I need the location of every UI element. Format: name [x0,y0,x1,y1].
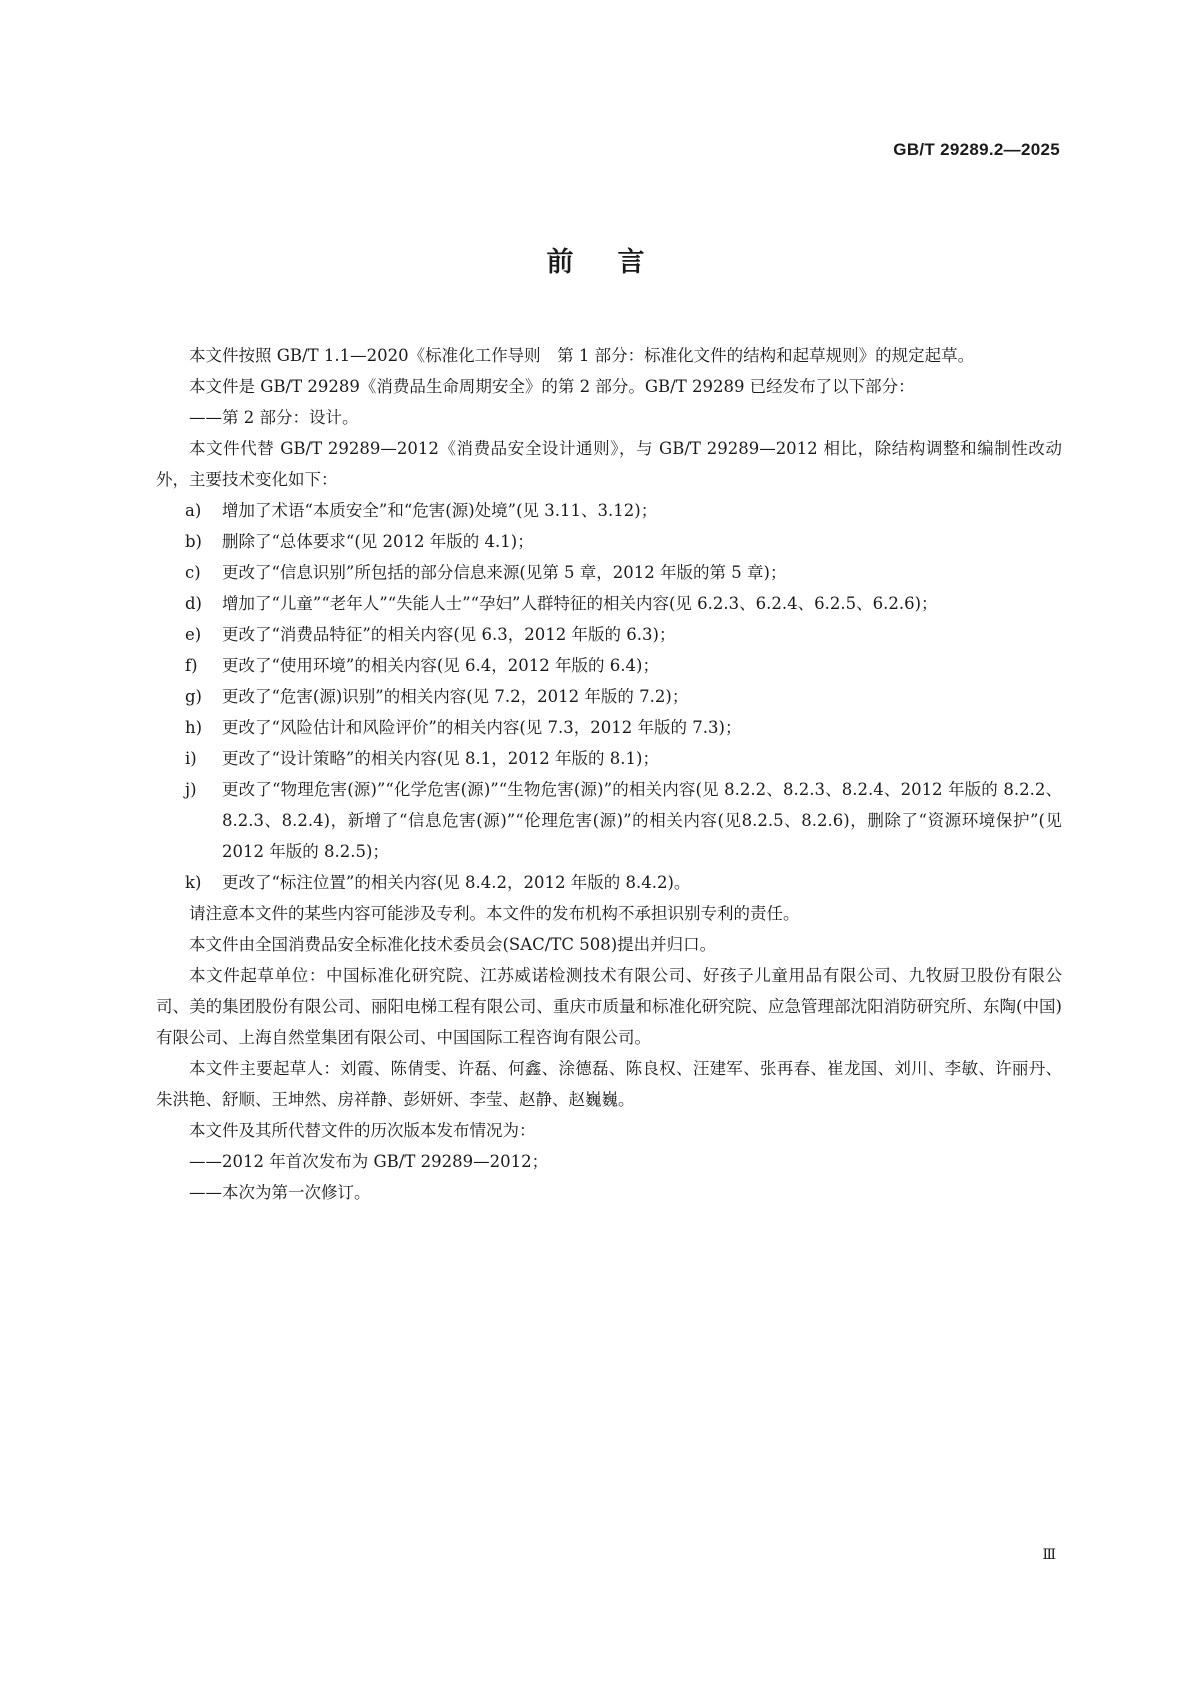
paragraph-patent-notice: 请注意本文件的某些内容可能涉及专利。本文件的发布机构不承担识别专利的责任。 [189,904,800,923]
list-item-text: 增加了术语“本质安全”和“危害(源)处境”(见 3.11、3.12)； [222,501,658,520]
page-title: 前言 [546,247,689,278]
list-item [156,495,1062,526]
paragraph-replacement: 本文件代替 GB/T 29289—2012《消费品安全设计通则》，与 GB/T 29289—2012 相比，除结构调整和编制性改动外，主要技术变化如下： [156,439,1062,489]
list-item [156,743,1062,774]
paragraph-committee: 本文件由全国消费品安全标准化技术委员会(SAC/TC 508)提出并归口。 [189,935,717,954]
list-label: h) [185,718,203,737]
list-item-text: 更改了“设计策略”的相关内容(见 8.1，2012 年版的 8.1)； [222,749,659,768]
page-number: Ⅲ [1042,1547,1056,1563]
list-label: c) [185,563,201,582]
list-item-text: 更改了“消费品特征”的相关内容(见 6.3，2012 年版的 6.3)； [222,625,676,644]
list-label: b) [185,532,202,551]
list-label: k) [185,873,202,892]
document-body [156,340,1062,1208]
list-item-text: 更改了“信息识别”所包括的部分信息来源(见第 5 章，2012 年版的第 5 章)； [222,563,787,582]
list-label: e) [185,625,202,644]
list-item [156,588,1062,619]
list-label: d) [185,594,202,613]
list-item [156,774,1062,867]
list-item [156,619,1062,650]
list-item [156,712,1062,743]
list-item-text: 删除了“总体要求“(见 2012 年版的 4.1)； [222,532,534,551]
list-label: a) [185,501,202,520]
list-label: f) [185,656,198,675]
list-item-text: 更改了“危害(源)识别”的相关内容(见 7.2，2012 年版的 7.2)； [222,687,689,706]
paragraph-version-history: 本文件及其所代替文件的历次版本发布情况为： [189,1121,536,1140]
list-item [156,526,1062,557]
list-item-text: 更改了“使用环境”的相关内容(见 6.4，2012 年版的 6.4)； [222,656,659,675]
list-item [156,650,1062,681]
list-item [156,557,1062,588]
changes-list [156,495,1062,898]
list-item [156,867,1062,898]
list-item [156,681,1062,712]
list-label: j) [185,780,197,799]
paragraph-drafting-units: 本文件起草单位：中国标准化研究院、江苏威诺检测技术有限公司、好孩子儿童用品有限公司、九牧厨卫股份有限公司、美的集团股份有限公司、丽阳电梯工程有限公司、重庆市质量和标准化研究院、应急管理部沈阳消防研究所、东陶(中国)有限公司、上海自然堂集团有限公司、中国国际工程咨询有限公司。 [156,966,1062,1047]
paragraph-drafters: 本文件主要起草人：刘霞、陈倩雯、许磊、何鑫、涂德磊、陈良权、汪建军、张再春、崔龙国、刘川、李敏、许丽丹、朱洪艳、舒顺、王坤然、房祥静、彭妍妍、李莹、赵静、赵巍巍。 [156,1059,1062,1109]
list-label: i) [185,749,197,768]
list-item-text: 增加了“儿童”“老年人”“失能人士”“孕妇”人群特征的相关内容(见 6.2.3、6.2.4、6.2.5、6.2.6)； [222,594,938,613]
history-item: ——2012 年首次发布为 GB/T 29289—2012； [189,1152,549,1171]
paragraph-drafting-basis: 本文件按照 GB/T 1.1—2020《标准化工作导则 第 1 部分：标准化文件的结构和起草规则》的规定起草。 [189,346,975,365]
list-item-text: 更改了“风险估计和风险评价”的相关内容(见 7.3，2012 年版的 7.3)； [222,718,742,737]
published-part-item: ——第 2 部分：设计。 [189,408,359,427]
list-label: g) [185,687,202,706]
history-item: ——本次为第一次修订。 [189,1183,371,1202]
list-item-text: 更改了“标注位置”的相关内容(见 8.4.2，2012 年版的 8.4.2)。 [222,873,691,892]
paragraph-series-part: 本文件是 GB/T 29289《消费品生命周期安全》的第 2 部分。GB/T 29289 已经发布了以下部分： [189,377,915,396]
standard-number: GB/T 29289.2—2025 [893,140,1060,159]
list-item-text: 更改了“物理危害(源)”“化学危害(源)”“生物危害(源)”的相关内容(见 8.2.2、8.2.3、8.2.4、2012 年版的 8.2.2、8.2.3、8.2.4)，新增了“信息危害(源)”“伦理危害(源)”的相关内容(见8.2.5、8.2.6)，删除了“资源环境保护”(见 2012 年版的 8.2.5)； [222,780,1062,861]
